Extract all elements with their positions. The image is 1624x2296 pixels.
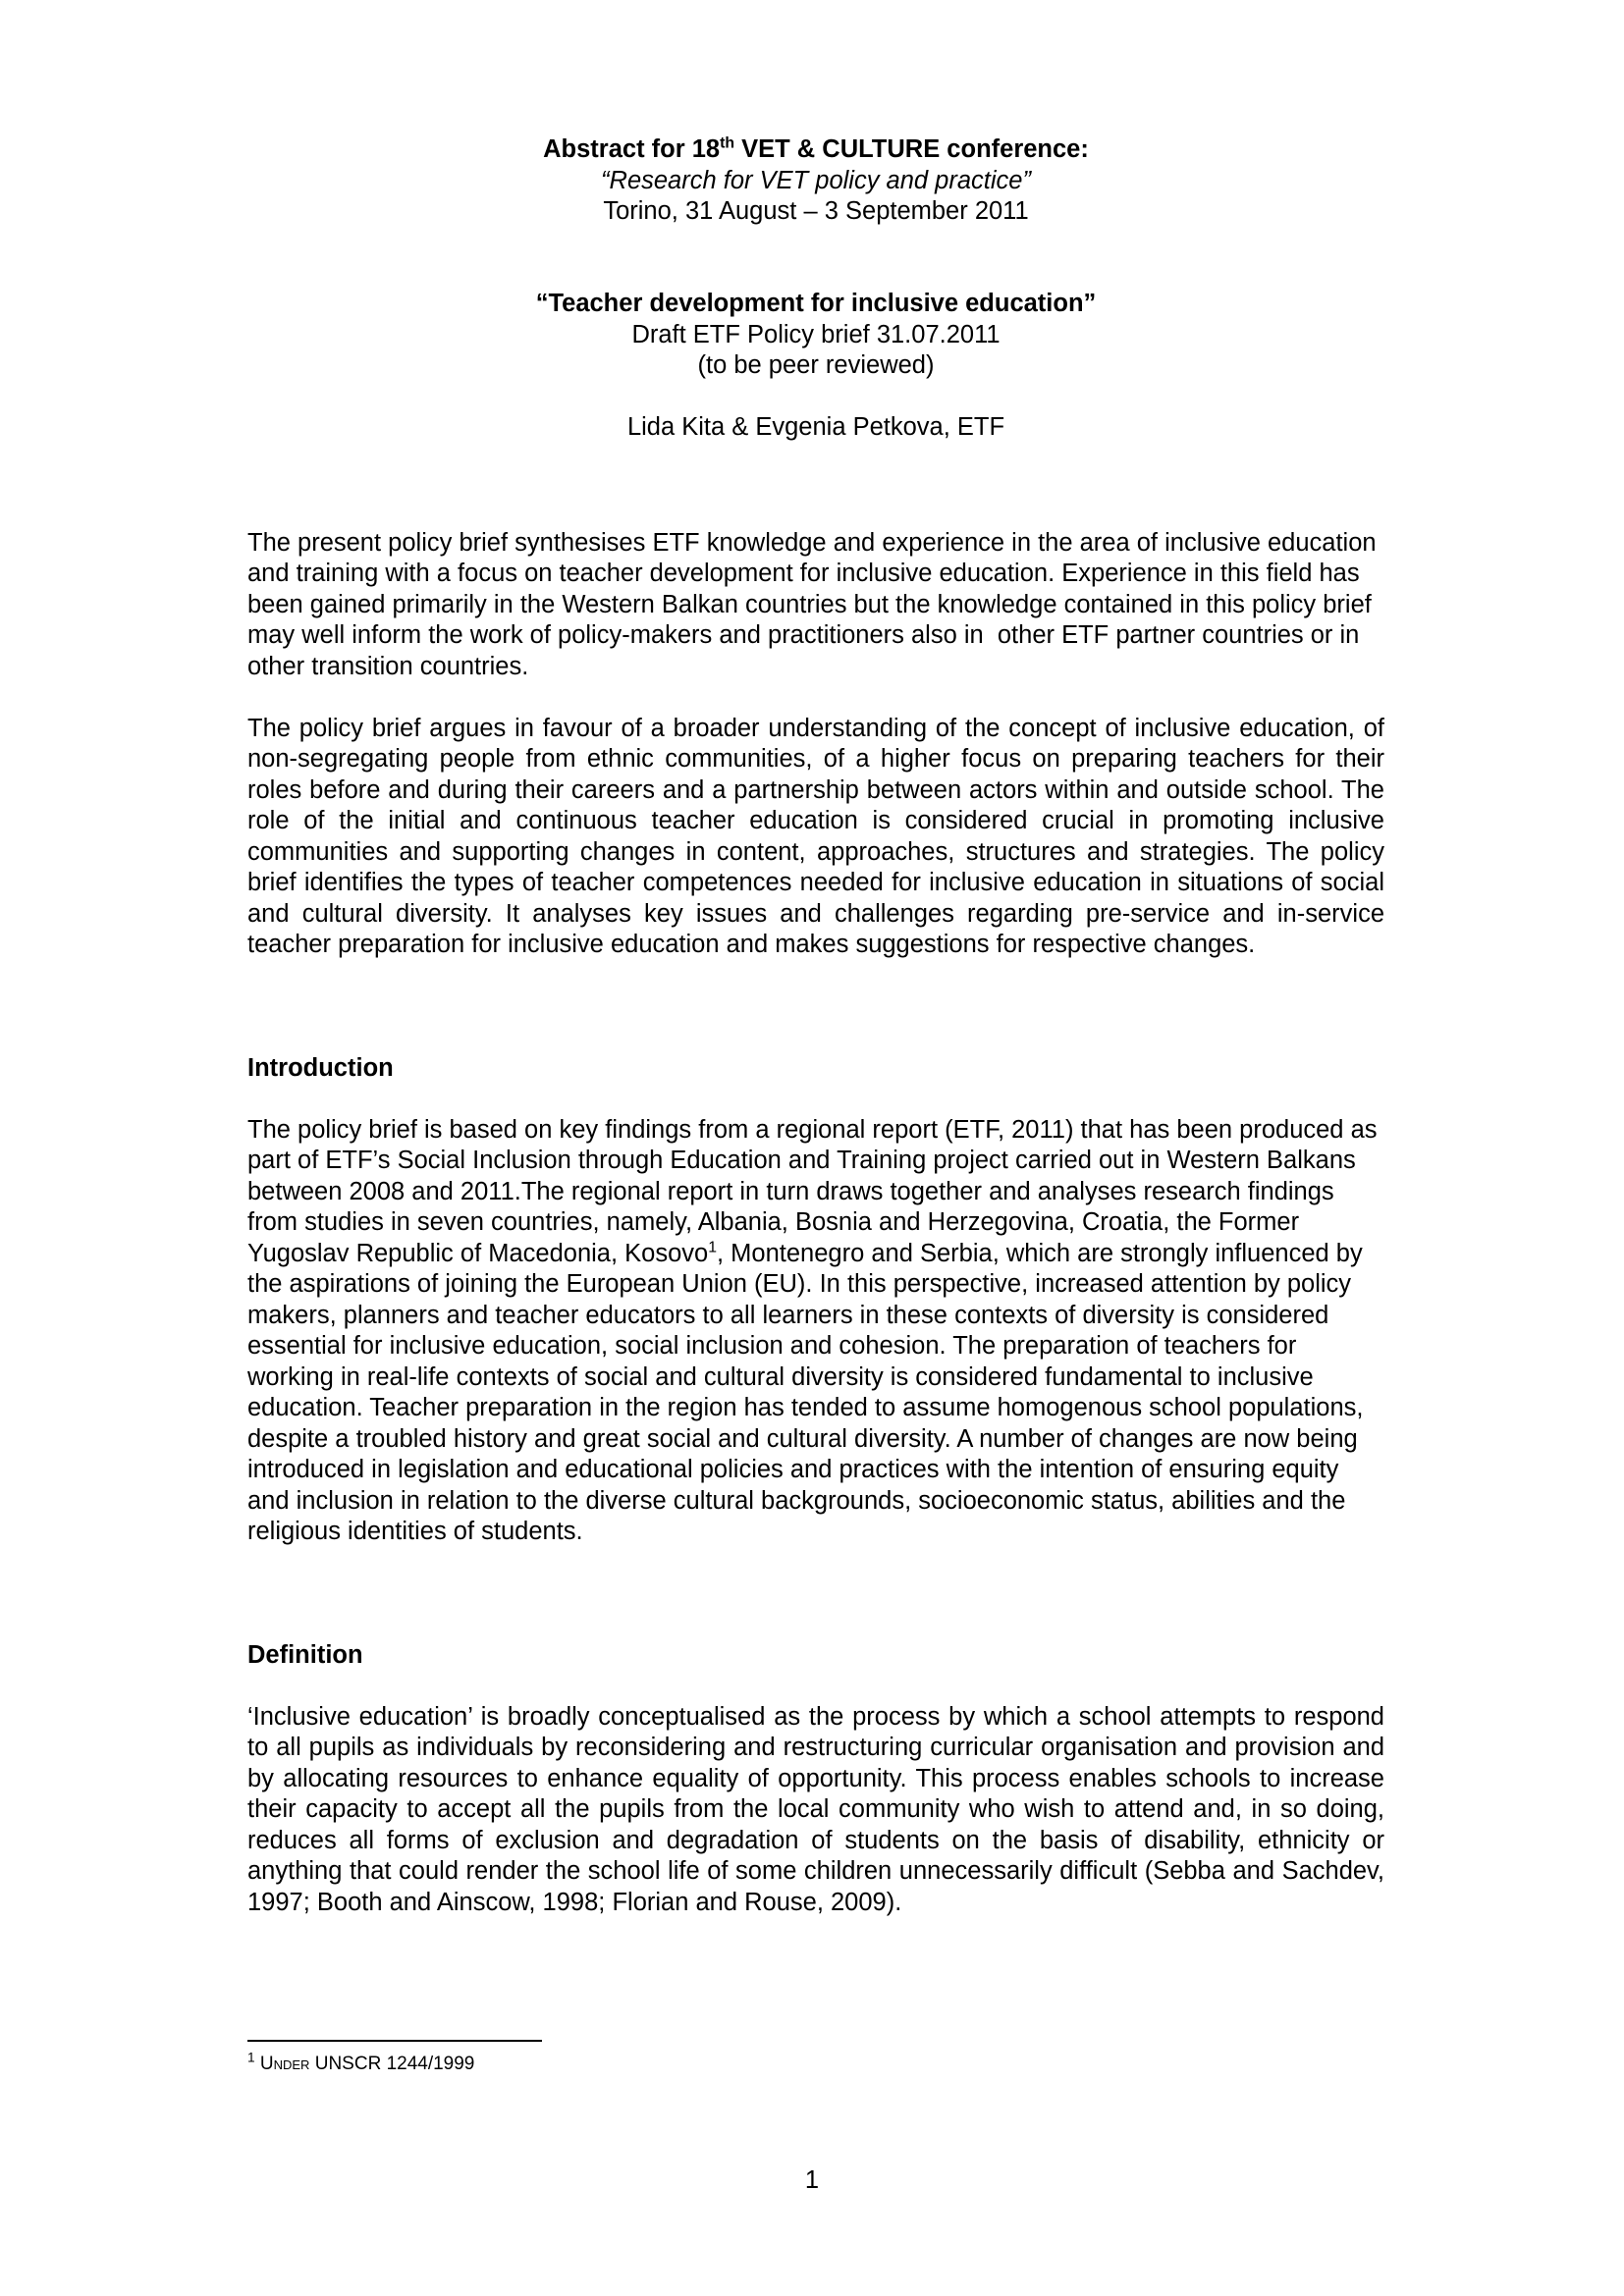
definition-paragraph-1: ‘Inclusive education’ is broadly conceptualised as the process by which a school attempts to respond to all pupils as individuals by reconsidering and restructuring curricular organisation and provision and by allocating resources to enhance equality of opportunity. This process enables schools to increase their capacity to accept all the pupils from the local community who wish to attend and, in so doing, reduces all forms of exclusion and degradation of students on the basis of disability, ethnicity or anything that could render the school life of some children unnecessarily difficult (Sebba and Sachdev, 1997; Booth and Ainscow, 1998; Florian and Rouse, 2009). [247,1702,1384,1916]
document-content [247,0,1384,1918]
conference-title [247,134,1384,166]
brief-header [247,289,1384,382]
header-gap-2 [247,258,1384,289]
header-body-gap [247,444,1384,528]
definition-heading: Definition [247,1640,363,1669]
top-margin-spacer [247,0,1384,62]
introduction-heading: Introduction [247,1053,394,1082]
authors-gap [247,382,1384,413]
definition-heading-gap [247,1548,1384,1640]
conference-location-dates: Torino, 31 August – 3 September 2011 [603,197,1029,225]
para-gap-1 [247,682,1384,714]
introduction-text-part-a: The policy brief is based on key findings from a regional report (ETF, 2011) that has been produced as part of ETF’s Social Inclusion through Education and Training project carried out in Western Balkans between 2008 and 2011.The regional report in turn draws together and analyses research findings from studies in seven countries, namely, Albania, Bosnia and Herzegovina, Croatia, the Former Yugoslav Republic of Macedonia, Kosovo [247,1115,1384,1267]
introduction-text-part-b: , Montenegro and Serbia, which are strongly influenced by the aspirations of joining the European Union (EU). In this perspective, increased attention by policy makers, planners and teacher educators to all learners in these contexts of diversity is considered essential for inclusive education, social inclusion and cohesion. The preparation of teachers for working in real-life contexts of social and cultural diversity is considered fundamental to inclusive education. Teacher preparation in the region has tended to assume homogenous school populations, despite a troubled history and great social and cultural diversity. A number of changes are now being introduced in legislation and educational policies and practices with the intention of ensuring equity and inclusion in relation to the diverse cultural backgrounds, socioeconomic status, abilities and the religious identities of students. [247,1239,1371,1545]
definition-gap [247,1671,1384,1702]
footnote-1 [247,2052,1384,2076]
top-margin-spacer-extra [247,62,1384,134]
footnote-marker: 1 [247,2050,255,2065]
conference-title-superscript: th [720,134,735,152]
abstract-paragraph-2: The policy brief argues in favour of a broader understanding of the concept of inclusive education, of non-segregating people from ethnic communities, of a higher focus on preparing teachers for their roles before and during their careers and a partnership between actors within and outside school. The role of the initial and continuous teacher education is considered crucial in promoting inclusive communities and supporting changes in content, approaches, structures and strategies. The policy brief identifies the types of teacher competences needed for inclusive education in situations of social and cultural diversity. It analyses key issues and challenges regarding pre-service and in-service teacher preparation for inclusive education and makes suggestions for respective changes. [247,714,1384,958]
brief-status-line: (to be peer reviewed) [697,351,935,379]
intro-gap [247,1084,1384,1115]
header-gap-1 [247,228,1384,259]
footnote-body: Under UNSCR 1244/1999 [259,2054,475,2074]
abstract-paragraph-1: The present policy brief synthesises ETF knowledge and experience in the area of inclusive education and training with a focus on teacher development for inclusive education. Experience in this field has been gained primarily in the Western Balkan countries but the knowledge contained in this policy brief may well inform the work of policy-makers and practitioners also in other ETF partner countries or in other transition countries. [247,528,1383,680]
footnote-separator-rule [247,2040,542,2042]
intro-heading-gap [247,961,1384,1053]
conference-title-prefix: Abstract for 18 [543,135,721,163]
page-number: 1 [804,2166,820,2194]
kosovo-footnote-marker: 1 [708,1239,718,1255]
conference-title-suffix: VET & CULTURE conference: [734,135,1089,163]
brief-title: “Teacher development for inclusive education” [535,290,1097,317]
authors-line: Lida Kita & Evgenia Petkova, ETF [626,413,1005,441]
authors-block [247,412,1384,444]
footnote-area [247,2040,1384,2076]
conference-subtitle: “Research for VET policy and practice” [601,166,1031,194]
conference-header [247,134,1384,228]
brief-draft-line: Draft ETF Policy brief 31.07.2011 [631,320,1001,348]
introduction-paragraph-1 [247,1115,1384,1548]
